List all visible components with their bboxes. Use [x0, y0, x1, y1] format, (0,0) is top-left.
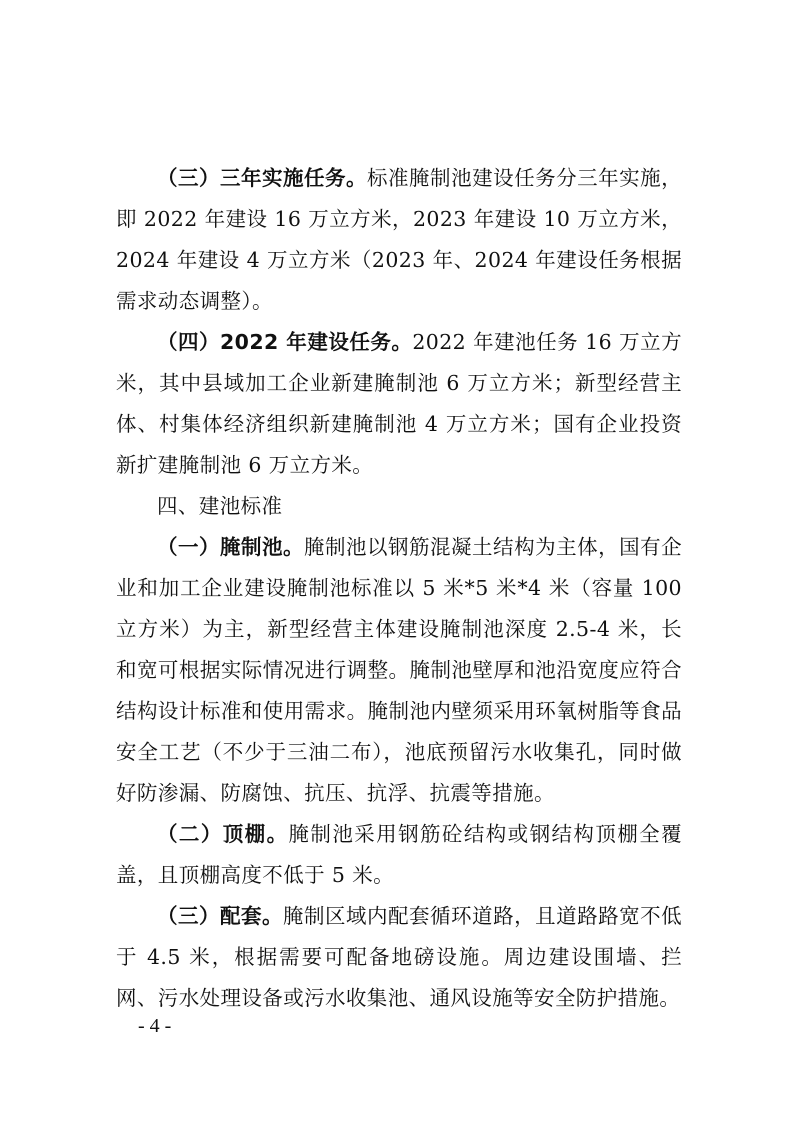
- paragraph-canopy: [116, 814, 682, 896]
- paragraph-text: 标准腌制池建设任务分三年实施，即 2022 年建设 16 万立方米，2023 年建设 10 万立方米，2024 年建设 4 万立方米（2023 年、2024 年建设任务根据需求动态调整）。: [116, 166, 683, 313]
- paragraph-heading: （一）腌制池。: [157, 535, 305, 559]
- paragraph-text: 腌制池以钢筋混凝土结构为主体，国有企业和加工企业建设腌制池标准以 5 米*5 米*4 米（容量 100 立方米）为主，新型经营主体建设腌制池深度 2.5-4 米，长和宽可根据实际情况进行调整。腌制池壁厚和池沿宽度应符合结构设计标准和使用需求。腌制池内壁须采用环氧树脂等食品安全工艺（不少于三油二布），池底预留污水收集孔，同时做好防渗漏、防腐蚀、抗压、抗浮、抗震等措施。: [116, 535, 682, 805]
- section-title: 四、建池标准: [157, 494, 283, 518]
- paragraph-heading: （四）2022 年建设任务。: [157, 330, 413, 354]
- document-body: [116, 158, 682, 1019]
- section-heading-standards: [116, 486, 682, 527]
- paragraph-heading: （三）三年实施任务。: [157, 166, 368, 190]
- paragraph-supporting-facilities: [116, 896, 682, 1019]
- paragraph-2022-tasks: [116, 322, 682, 486]
- paragraph-heading: （二）顶棚。: [157, 822, 289, 846]
- paragraph-text: 腌制池采用钢筋砼结构或钢结构顶棚全覆盖，且顶棚高度不低于 5 米。: [116, 822, 683, 887]
- page-number: - 4 -: [138, 1015, 172, 1037]
- paragraph-three-year-tasks: [116, 158, 682, 322]
- paragraph-text: 2022 年建池任务 16 万立方米，其中县域加工企业新建腌制池 6 万立方米；新型经营主体、村集体经济组织新建腌制池 4 万立方米；国有企业投资新扩建腌制池 6 万立方米。: [116, 330, 682, 477]
- paragraph-pickling-pool: [116, 527, 682, 814]
- paragraph-text: 腌制区域内配套循环道路，且道路路宽不低于 4.5 米，根据需要可配备地磅设施。周边建设围墙、拦网、污水处理设备或污水收集池、通风设施等安全防护措施。: [116, 904, 682, 1010]
- paragraph-heading: （三）配套。: [157, 904, 284, 928]
